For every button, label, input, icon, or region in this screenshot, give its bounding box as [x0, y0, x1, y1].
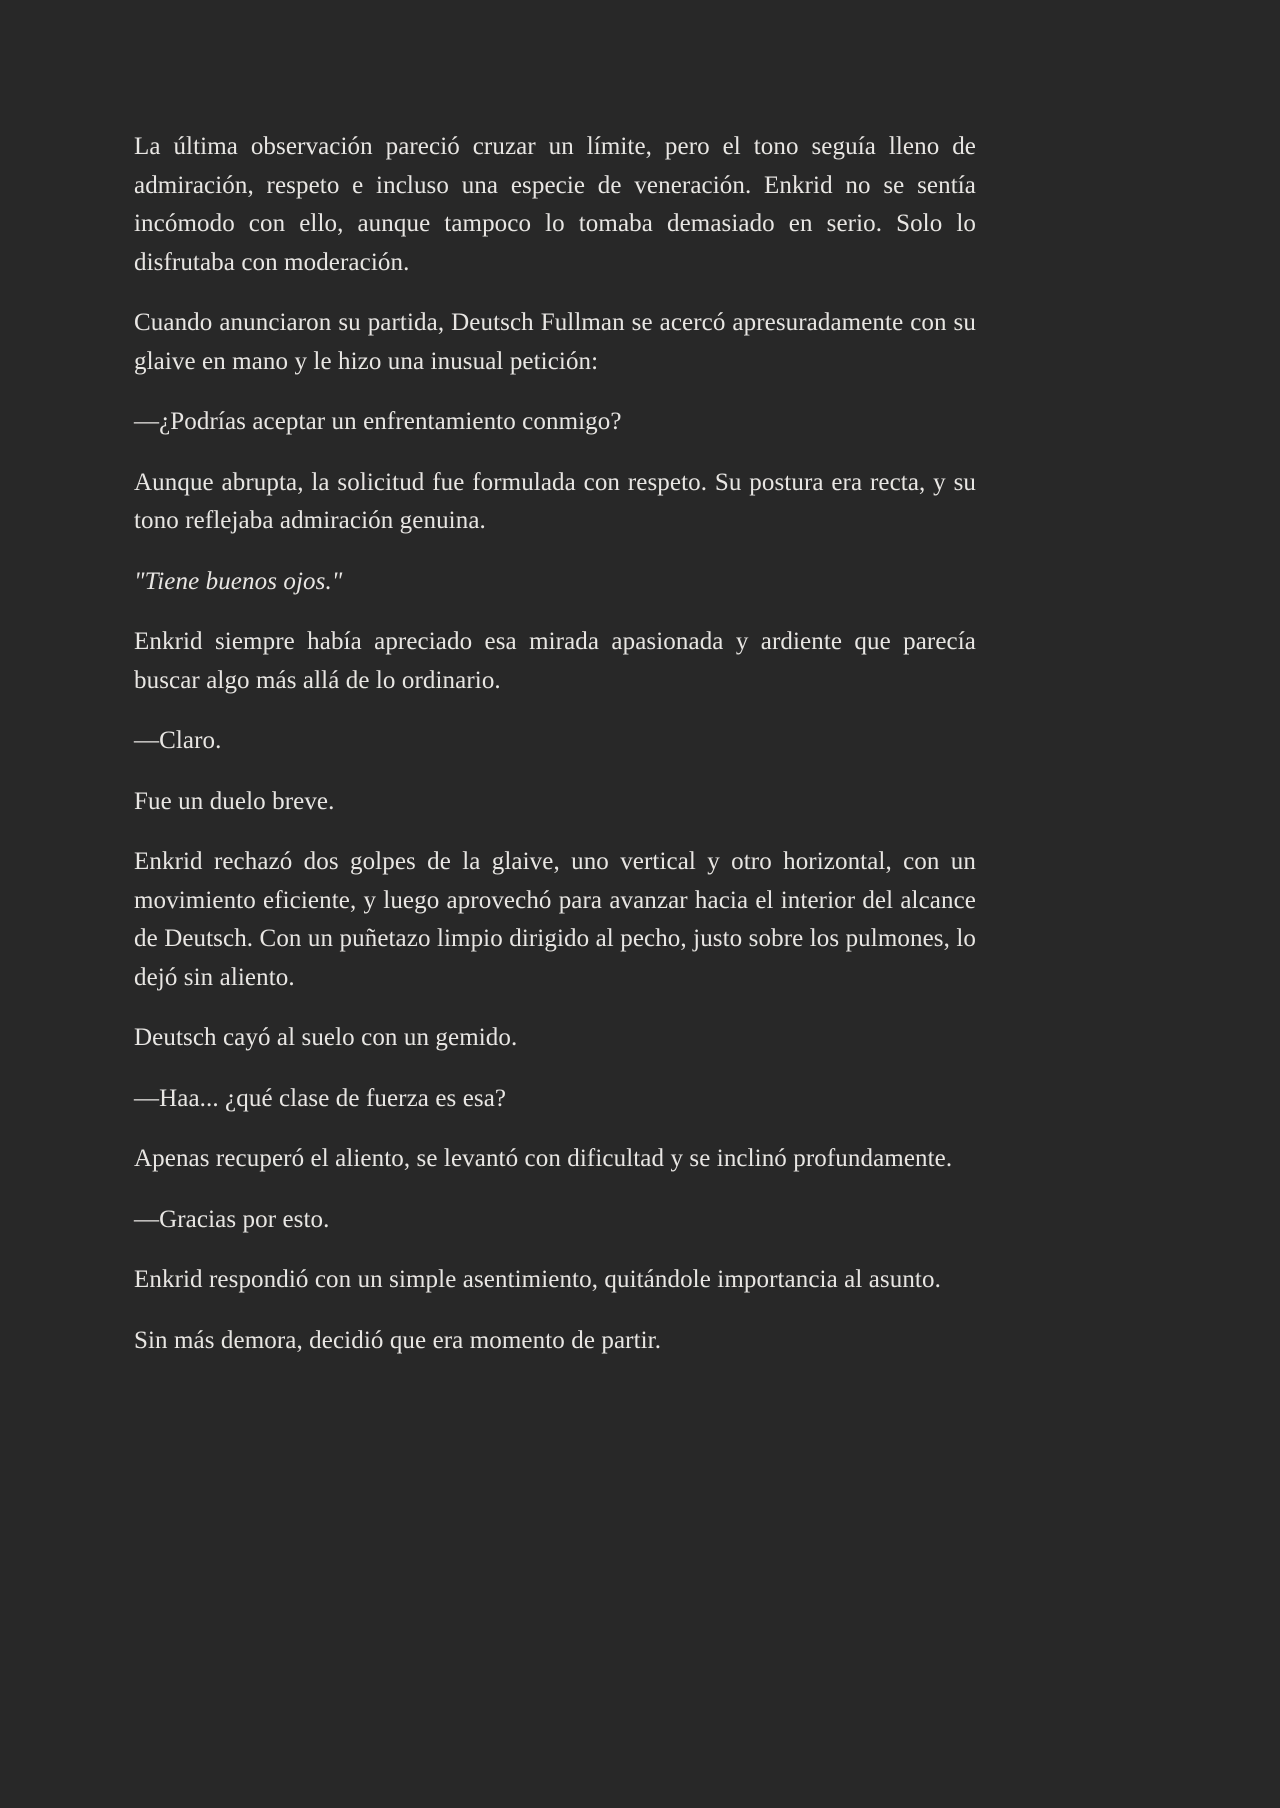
dialogue-line: —Gracias por esto. — [134, 1205, 330, 1233]
paragraph: Sin más demora, decidió que era momento de partir. — [134, 1326, 662, 1354]
paragraph: Enkrid siempre había apreciado esa mirada apasionada y ardiente que parecía buscar algo más allá de lo ordinario. — [134, 628, 976, 694]
dialogue-line: —¿Podrías aceptar un enfrentamiento conmigo? — [134, 408, 622, 435]
paragraph: Deutsch cayó al suelo con un gemido. — [134, 1024, 518, 1051]
paragraph: Enkrid rechazó dos golpes de la glaive, uno vertical y otro horizontal, con un movimiento eficiente, y luego aprovechó para avanzar hacia el interior del alcance de Deutsch. Con un puñetazo limpio dirigido al pecho, justo sobre los pulmones, lo dejó sin aliento. — [134, 848, 976, 991]
dialogue-line: —Haa... ¿qué clase de fuerza es esa? — [134, 1084, 507, 1112]
paragraph: Fue un duelo breve. — [134, 787, 335, 815]
inner-thought-line: "Tiene buenos ojos." — [134, 567, 343, 595]
document-body — [134, 128, 976, 1360]
dialogue-line: —Claro. — [134, 727, 222, 754]
paragraph: Enkrid respondió con un simple asentimiento, quitándole importancia al asunto. — [134, 1266, 941, 1293]
paragraph: La última observación pareció cruzar un límite, pero el tono seguía lleno de admiración, respeto e incluso una especie de veneración. Enkrid no se sentía incómodo con ello, aunque tampoco lo tomaba demasiado en serio. Solo lo disfrutaba con moderación. — [134, 133, 976, 276]
paragraph: Cuando anunciaron su partida, Deutsch Fullman se acercó apresuradamente con su glaive en mano y le hizo una inusual petición: — [134, 309, 976, 375]
paragraph: Aunque abrupta, la solicitud fue formulada con respeto. Su postura era recta, y su tono reflejaba admiración genuina. — [134, 468, 976, 534]
paragraph: Apenas recuperó el aliento, se levantó con dificultad y se inclinó profundamente. — [134, 1145, 953, 1172]
